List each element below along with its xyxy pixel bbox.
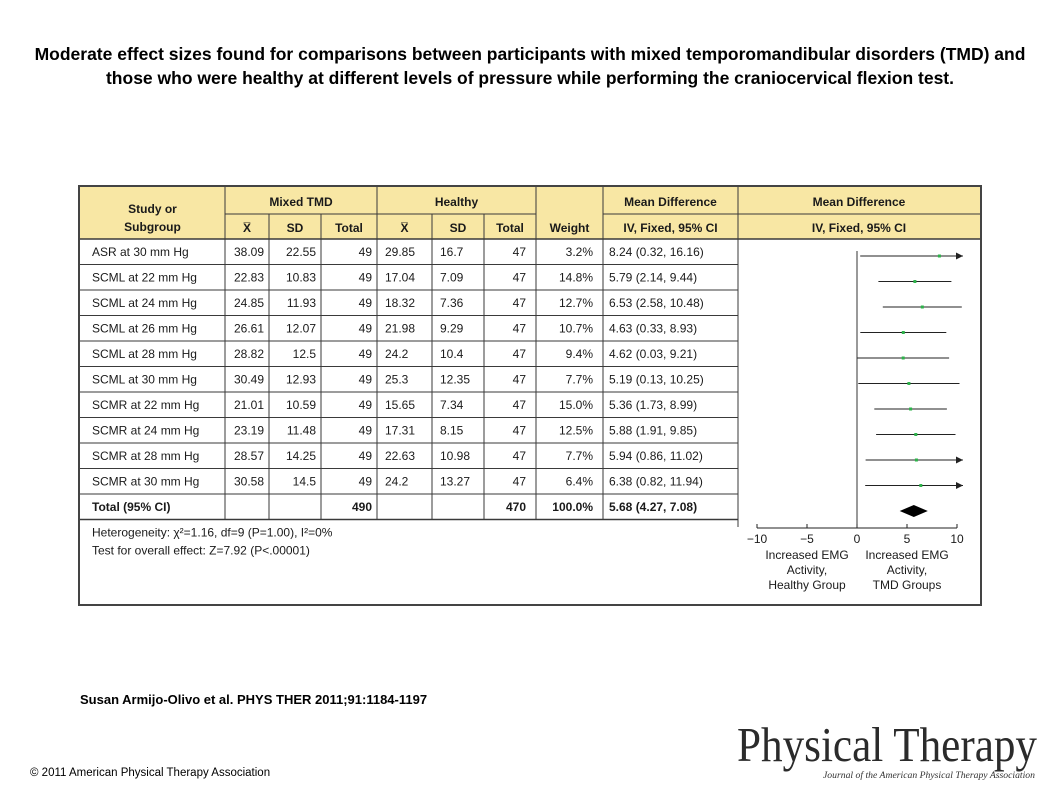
table-header <box>80 187 980 239</box>
header-subcolumn: SD <box>286 221 304 235</box>
mixed-total: 49 <box>358 423 372 438</box>
header-subcolumn: Total <box>335 221 363 235</box>
header-study: Study or <box>128 202 177 216</box>
mixed-mean: 24.85 <box>233 296 264 310</box>
mixed-sd: 12.07 <box>285 321 316 336</box>
mixed-mean: 26.61 <box>233 321 264 336</box>
healthy-total: 47 <box>512 372 526 387</box>
table-row <box>92 373 704 387</box>
mean-difference-ci: 5.36 (1.73, 8.99) <box>609 398 698 412</box>
healthy-total: 47 <box>512 296 526 310</box>
healthy-total: 47 <box>512 449 526 463</box>
weight-value: 7.7% <box>565 372 593 387</box>
mean-difference-ci: 4.63 (0.33, 8.93) <box>609 321 698 336</box>
mixed-total: 49 <box>358 321 372 336</box>
mixed-mean: 21.01 <box>233 398 264 412</box>
mixed-total: 49 <box>358 474 372 489</box>
mean-difference-ci: 4.62 (0.03, 9.21) <box>609 347 698 361</box>
ci-arrow <box>956 457 963 464</box>
header-subcolumn: Total <box>496 221 524 235</box>
right-direction-label: Increased EMG <box>865 548 949 562</box>
healthy-sd: 7.34 <box>440 398 464 412</box>
healthy-mean: 22.63 <box>385 449 416 463</box>
right-direction-label: Activity, <box>886 563 928 577</box>
mixed-mean: 23.19 <box>233 423 264 438</box>
header-ci-method-plot: IV, Fixed, 95% CI <box>811 221 907 235</box>
weight-value: 7.7% <box>565 449 593 463</box>
table-row <box>92 322 697 336</box>
mixed-sd: 12.5 <box>292 347 316 361</box>
healthy-total: 47 <box>512 347 526 361</box>
study-name: SCML at 24 mm Hg <box>92 296 197 310</box>
point-estimate <box>902 331 905 334</box>
table-row <box>92 245 704 259</box>
point-estimate <box>913 280 916 283</box>
x-tick-label: −10 <box>746 532 768 546</box>
mixed-mean: 28.82 <box>233 347 264 361</box>
header-ci-method: IV, Fixed, 95% CI <box>623 221 718 235</box>
total-healthy: 470 <box>505 500 526 514</box>
mixed-mean: 30.49 <box>233 372 264 387</box>
weight-value: 12.5% <box>558 423 593 438</box>
x-tick-label: −5 <box>800 532 814 546</box>
healthy-total: 47 <box>512 245 526 259</box>
copyright: © 2011 American Physical Therapy Association <box>30 767 271 779</box>
mean-difference-ci: 8.24 (0.32, 16.16) <box>609 245 704 259</box>
mixed-sd: 11.93 <box>286 296 316 310</box>
heterogeneity-note: Heterogeneity: χ²=1.16, df=9 (P=1.00), I²=0% <box>92 525 333 540</box>
point-estimate <box>902 357 905 360</box>
table-row <box>92 271 697 285</box>
header-weight: Weight <box>549 221 590 235</box>
logo-subtitle: Journal of the American Physical Therapy Association <box>823 771 1032 781</box>
mixed-total: 49 <box>358 347 372 361</box>
study-name: SCML at 30 mm Hg <box>92 372 197 387</box>
header-subcolumn: SD <box>449 221 467 235</box>
forest-plot <box>747 251 964 592</box>
table-row <box>92 475 703 489</box>
mean-difference-ci: 5.88 (1.91, 9.85) <box>609 423 698 438</box>
left-direction-label: Healthy Group <box>768 578 846 592</box>
header-subcolumn: X̅ <box>242 221 252 235</box>
mixed-sd: 22.55 <box>285 245 316 259</box>
healthy-total: 47 <box>512 398 526 412</box>
healthy-sd: 10.98 <box>440 449 471 463</box>
ci-arrow <box>956 253 963 260</box>
healthy-mean: 18.32 <box>385 296 416 310</box>
healthy-mean: 15.65 <box>385 398 416 412</box>
mixed-total: 49 <box>358 372 372 387</box>
mean-difference-ci: 6.53 (2.58, 10.48) <box>609 296 704 310</box>
header-mixed-tmd: Mixed TMD <box>269 195 333 209</box>
mean-difference-ci: 5.94 (0.86, 11.02) <box>609 449 703 463</box>
header-mean-difference-plot: Mean Difference <box>812 195 906 209</box>
mixed-sd: 14.5 <box>292 474 316 489</box>
study-name: SCML at 22 mm Hg <box>92 270 197 285</box>
header-subgroup: Subgroup <box>124 220 181 234</box>
overall-effect-note: Test for overall effect: Z=7.92 (P<.00001) <box>92 543 310 558</box>
header-subcolumn: X̅ <box>400 221 409 235</box>
header-mean-difference: Mean Difference <box>624 195 717 209</box>
point-estimate <box>909 408 912 411</box>
weight-value: 14.8% <box>558 270 593 285</box>
table-row <box>92 449 703 463</box>
total-weight: 100.0% <box>552 500 593 514</box>
total-label: Total (95% CI) <box>92 500 171 514</box>
x-tick-label: 10 <box>950 532 964 546</box>
pooled-diamond <box>900 505 928 517</box>
study-name: SCMR at 22 mm Hg <box>92 398 200 412</box>
point-estimate <box>915 459 918 462</box>
mixed-mean: 30.58 <box>233 474 264 489</box>
healthy-sd: 12.35 <box>440 372 471 387</box>
mixed-sd: 12.93 <box>285 372 316 387</box>
header-healthy: Healthy <box>434 195 479 209</box>
table-row <box>92 398 697 412</box>
figure-title: Moderate effect sizes found for comparisons between participants with mixed temporomandibular disorders (TMD) and those who were healthy at different levels of pressure while performing the craniocervical flexion test. <box>34 44 1026 88</box>
point-estimate <box>921 306 924 309</box>
mixed-mean: 22.83 <box>233 270 264 285</box>
mean-difference-ci: 5.19 (0.13, 10.25) <box>609 372 704 387</box>
study-name: SCML at 28 mm Hg <box>92 347 197 361</box>
ci-arrow <box>956 482 963 489</box>
healthy-mean: 25.3 <box>385 372 409 387</box>
point-estimate <box>919 484 922 487</box>
healthy-sd: 16.7 <box>440 245 464 259</box>
weight-value: 9.4% <box>565 347 593 361</box>
healthy-mean: 24.2 <box>385 347 409 361</box>
healthy-total: 47 <box>512 270 526 285</box>
weight-value: 15.0% <box>558 398 593 412</box>
meta-analysis-table <box>80 187 980 604</box>
mixed-sd: 14.25 <box>285 449 316 463</box>
table-body <box>92 245 704 558</box>
point-estimate <box>907 382 910 385</box>
right-direction-label: TMD Groups <box>872 578 942 592</box>
table-row <box>92 296 704 310</box>
left-direction-label: Activity, <box>786 563 828 577</box>
mixed-total: 49 <box>358 449 372 463</box>
citation[interactable]: Susan Armijo-Olivo et al. PHYS THER 2011;91:1184-1197 <box>80 692 428 707</box>
healthy-mean: 17.31 <box>385 423 416 438</box>
study-name: SCMR at 24 mm Hg <box>92 423 200 438</box>
healthy-mean: 29.85 <box>385 245 416 259</box>
weight-value: 10.7% <box>558 321 593 336</box>
mixed-total: 49 <box>358 245 372 259</box>
healthy-sd: 7.09 <box>440 270 464 285</box>
healthy-mean: 17.04 <box>385 270 416 285</box>
study-name: ASR at 30 mm Hg <box>92 245 189 259</box>
point-estimate <box>938 255 941 258</box>
study-name: SCML at 26 mm Hg <box>92 321 197 336</box>
weight-value: 3.2% <box>565 245 593 259</box>
table-row <box>92 347 697 361</box>
healthy-sd: 10.4 <box>440 347 464 361</box>
physical-therapy-logo <box>735 715 1045 785</box>
mean-difference-ci: 6.38 (0.82, 11.94) <box>609 474 703 489</box>
mixed-mean: 38.09 <box>233 245 264 259</box>
total-row <box>92 500 697 514</box>
mixed-sd: 11.48 <box>286 423 316 438</box>
total-ci: 5.68 (4.27, 7.08) <box>609 500 698 514</box>
healthy-total: 47 <box>512 321 526 336</box>
mixed-total: 49 <box>358 398 372 412</box>
healthy-sd: 8.15 <box>440 423 464 438</box>
weight-value: 6.4% <box>565 474 593 489</box>
table-row <box>92 424 697 438</box>
mixed-sd: 10.83 <box>285 270 316 285</box>
mixed-sd: 10.59 <box>285 398 316 412</box>
mixed-total: 49 <box>358 270 372 285</box>
healthy-total: 47 <box>512 474 526 489</box>
left-direction-label: Increased EMG <box>765 548 849 562</box>
mixed-mean: 28.57 <box>233 449 264 463</box>
healthy-sd: 13.27 <box>440 474 471 489</box>
mixed-total: 49 <box>358 296 372 310</box>
total-mixed: 490 <box>351 500 372 514</box>
x-tick-label: 5 <box>903 532 911 546</box>
healthy-sd: 9.29 <box>440 321 464 336</box>
healthy-total: 47 <box>512 423 526 438</box>
healthy-mean: 21.98 <box>385 321 416 336</box>
study-name: SCMR at 28 mm Hg <box>92 449 200 463</box>
forest-plot-figure <box>78 185 982 606</box>
x-tick-label: 0 <box>853 532 861 546</box>
study-name: SCMR at 30 mm Hg <box>92 474 200 489</box>
weight-value: 12.7% <box>558 296 593 310</box>
healthy-sd: 7.36 <box>440 296 464 310</box>
healthy-mean: 24.2 <box>385 474 409 489</box>
mean-difference-ci: 5.79 (2.14, 9.44) <box>609 270 698 285</box>
point-estimate <box>914 433 917 436</box>
logo-text: Physical Therapy <box>737 717 1038 772</box>
